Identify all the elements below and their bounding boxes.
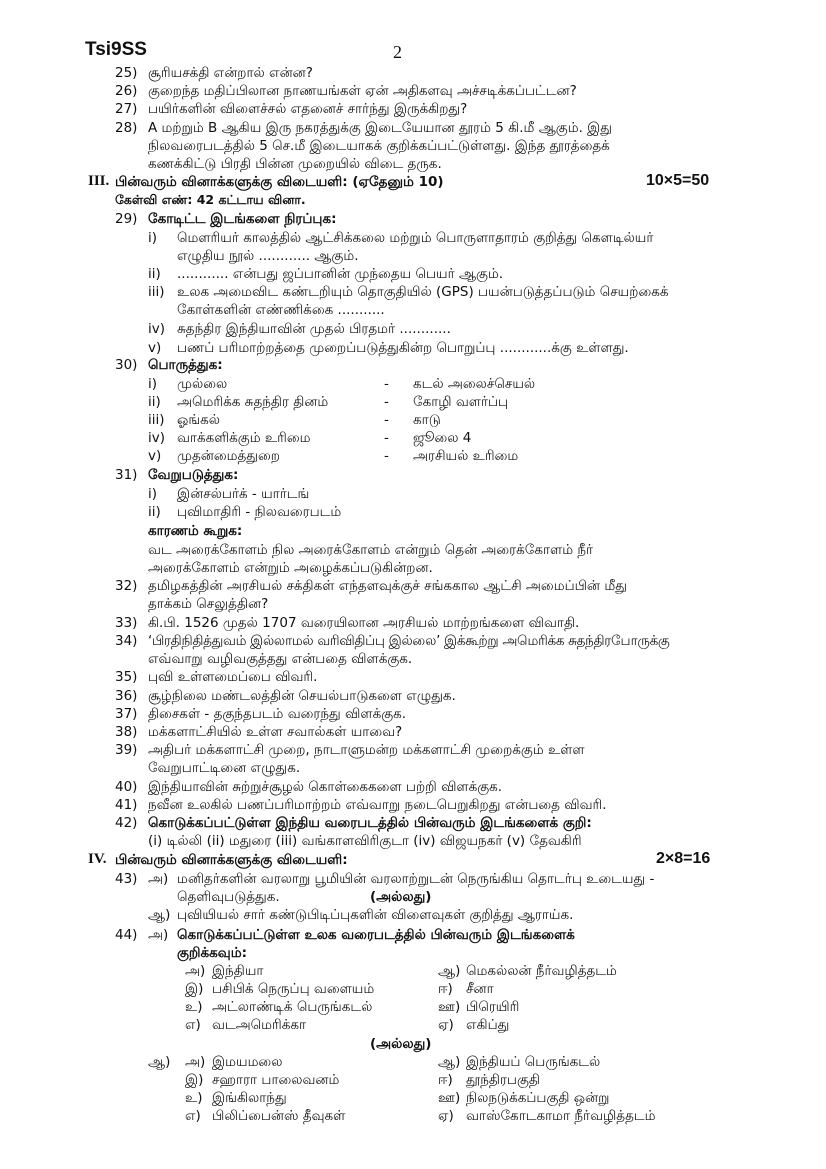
question-number: 28) [115, 120, 138, 136]
place-name: பசிபிக் நெருப்பு வளையம் [212, 981, 375, 997]
match-left: முதன்மைத்துறை [177, 448, 280, 464]
place-name: பிரெயிரி [466, 999, 520, 1015]
place-label: ஆ) [438, 963, 461, 979]
place-name: எகிப்து [466, 1017, 510, 1033]
section-marks: 2×8=16 [656, 850, 711, 867]
question-number: 34) [115, 633, 138, 649]
place-label: அ) [185, 963, 206, 979]
item-text: புவிமாதிரி - நிலவரைபடம் [177, 504, 342, 520]
match-left: ஓங்கல் [177, 412, 220, 428]
place-name: வடஅமெரிக்கா [212, 1017, 307, 1033]
item-text: மௌரியர் காலத்தில் ஆட்சிக்கலை மற்றும் பொருளாதாரம் குறித்து கௌடில்யர் [177, 230, 654, 246]
question-text: இந்தியாவின் சுற்றுச்சூழல் கொள்கைகளை பற்றி விளக்குக. [148, 779, 503, 795]
question-text: அதிபர் மக்களாட்சி முறை, நாடாளுமன்ற மக்களாட்சி முறைக்கும் உள்ள [148, 742, 585, 758]
question-text: சூழ்நிலை மண்டலத்தின் செயல்பாடுகளை எழுதுக. [148, 688, 456, 704]
question-number: 29) [115, 211, 138, 227]
place-label: ஆ) [438, 1054, 461, 1070]
question-number: 40) [115, 779, 138, 795]
question-text: எவ்வாறு வழிவகுத்தது என்பதை விளக்குக. [148, 651, 413, 667]
item-text: கோள்களின் எண்ணிக்கை ........... [177, 302, 385, 318]
option-label: அ) [148, 927, 169, 943]
match-right: கோழி வளர்ப்பு [413, 394, 509, 410]
section-number: III. [88, 173, 110, 189]
match-right: ஜூலை 4 [413, 430, 472, 446]
question-text: வேறுபாட்டினை எழுதுக. [148, 760, 301, 776]
question-text: குறைந்த மதிப்பிலான நாணயங்கள் ஏன் அதிகளவு அச்சடிக்கப்பட்டன? [148, 83, 577, 99]
place-label: ஏ) [438, 1108, 454, 1124]
place-label: இ) [185, 981, 204, 997]
item-text: பணப் பரிமாற்றத்தை முறைப்படுத்துகின்ற பொறுப்பு ............க்கு உள்ளது. [177, 340, 629, 356]
match-dash: - [384, 412, 389, 428]
question-text: தாக்கம் செலுத்தின? [148, 596, 269, 612]
place-label: ஏ) [438, 1017, 454, 1033]
question-number: 35) [115, 669, 138, 685]
question-text: A மற்றும் B ஆகிய இரு நகரத்துக்கு இடையேயான தூரம் 5 கி.மீ ஆகும். இது [148, 120, 612, 136]
match-right: கடல் அலைச்செயல் [413, 376, 536, 392]
place-label: ஈ) [438, 981, 453, 997]
question-number: 30) [115, 357, 138, 373]
item-text: இன்சல்பர்க் - யார்டங் [177, 486, 310, 502]
section-title: பின்வரும் வினாக்களுக்கு விடையளி: (ஏதேனும் 10) [115, 174, 444, 190]
item-text: ............ என்பது ஜப்பானின் முந்தைய பெயர் ஆகும். [177, 266, 504, 282]
question-number: 41) [115, 797, 138, 813]
section-number: IV. [88, 851, 107, 867]
question-text: தமிழகத்தின் அரசியல் சக்திகள் எந்தளவுக்குச் சங்ககால ஆட்சி அமைப்பின் மீது [148, 578, 627, 594]
item-number: i) [148, 230, 158, 246]
place-name: இங்கிலாந்து [212, 1090, 287, 1106]
question-title: குறிக்கவும்: [177, 945, 247, 961]
match-number: iv) [148, 430, 166, 446]
match-left: வாக்களிக்கும் உரிமை [177, 430, 311, 446]
question-number: 44) [115, 927, 138, 943]
match-left: முல்லை [177, 376, 228, 392]
place-name: பிலிப்பைன்ஸ் தீவுகள் [212, 1108, 346, 1124]
place-name: இந்தியப் பெருங்கடல் [466, 1054, 601, 1070]
match-dash: - [384, 430, 389, 446]
item-number: iii) [148, 284, 165, 300]
match-number: i) [148, 376, 158, 392]
option-label: ஆ) [148, 907, 171, 923]
section-note: கேள்வி எண்: 42 கட்டாய வினா. [115, 192, 306, 207]
match-dash: - [384, 448, 389, 464]
question-title: கோடிட்ட இடங்களை நிரப்புக: [148, 211, 337, 227]
reason-text: வட அரைக்கோளம் நில அரைக்கோளம் என்றும் தென் அரைக்கோளம் நீர் [148, 542, 594, 558]
paper-code: Tsi9SS [85, 39, 147, 60]
place-label: எ) [185, 1108, 201, 1124]
question-title: கொடுக்கப்பட்டுள்ள இந்திய வரைபடத்தில் பின்வரும் இடங்களைக் குறி: [148, 815, 592, 831]
reason-text: அரைக்கோளம் என்றும் அழைக்கப்படுகின்றன. [148, 560, 433, 576]
match-dash: - [384, 376, 389, 392]
item-text: எழுதிய நூல் ............ ஆகும். [177, 248, 359, 264]
place-label: எ) [185, 1017, 201, 1033]
match-right: அரசியல் உரிமை [413, 448, 519, 464]
question-text: தெளிவுபடுத்துக. [177, 889, 280, 905]
item-text: சுதந்திர இந்தியாவின் முதல் பிரதமர் ............ [177, 321, 451, 337]
place-label: அ) [185, 1054, 206, 1070]
place-label: ஊ) [438, 1090, 461, 1106]
question-number: 42) [115, 815, 138, 831]
or-label: (அல்லது) [370, 1036, 432, 1052]
section-title: பின்வரும் வினாக்களுக்கு விடையளி: [115, 852, 348, 868]
match-dash: - [384, 394, 389, 410]
place-name: அட்லாண்டிக் பெருங்கடல் [212, 999, 373, 1015]
place-label: உ) [185, 1090, 203, 1106]
item-number: iv) [148, 321, 166, 337]
item-text: உலக அமைவிட கண்டறியும் தொகுதியில் (GPS) பயன்படுத்தப்படும் செயற்கைக் [177, 284, 669, 300]
question-number: 43) [115, 871, 138, 887]
question-text: மனிதர்களின் வரலாறு பூமியின் வரலாற்றுடன் நெருங்கிய தொடர்பு உடையது - [177, 871, 655, 887]
place-label: ஊ) [438, 999, 461, 1015]
section-marks: 10×5=50 [646, 172, 710, 189]
place-label: ஈ) [438, 1072, 453, 1088]
question-number: 39) [115, 742, 138, 758]
place-name: இந்தியா [212, 963, 264, 979]
place-label: இ) [185, 1072, 204, 1088]
question-number: 31) [115, 467, 138, 483]
question-text: திசைகள் - தகுந்தபடம் வரைந்து விளக்குக. [148, 706, 407, 722]
question-text: புவி உள்ளமைப்பை விவரி. [148, 669, 318, 685]
question-text: கணக்கிட்டு பிரதி பின்ன முறையில் விடை தருக. [148, 156, 442, 172]
item-number: i) [148, 486, 158, 502]
question-text: நவீன உலகில் பணப்பரிமாற்றம் எவ்வாறு நடைபெறுகிறது என்பதை விவரி. [148, 797, 607, 813]
place-name: வாஸ்கோடகாமா நீர்வழித்தடம் [466, 1108, 656, 1124]
option-label: ஆ) [148, 1054, 171, 1070]
item-number: v) [148, 340, 162, 356]
question-text: நிலவரைபடத்தில் 5 செ.மீ இடையாகக் குறிக்கப்பட்டுள்ளது. இந்த தூரத்தைக் [148, 138, 610, 154]
question-number: 32) [115, 578, 138, 594]
question-number: 26) [115, 83, 138, 99]
match-left: அமெரிக்க சுதந்திர தினம் [177, 394, 329, 410]
question-number: 33) [115, 615, 138, 631]
question-text: கி.பி. 1526 முதல் 1707 வரையிலான அரசியல் மாற்றங்களை விவாதி. [148, 615, 580, 631]
place-name: இமயமலை [212, 1054, 283, 1070]
place-label: உ) [185, 999, 203, 1015]
question-number: 38) [115, 724, 138, 740]
place-name: சீனா [466, 981, 494, 997]
question-title: பொருத்துக: [148, 357, 223, 373]
place-name: மெகல்லன் நீர்வழித்தடம் [466, 963, 617, 979]
question-title: கொடுக்கப்பட்டுள்ள உலக வரைபடத்தில் பின்வரும் இடங்களைக் [177, 927, 575, 943]
map-places: (i) டில்லி (ii) மதுரை (iii) வங்காளவிரிகுடா (iv) விஜயநகர் (v) தேவகிரி [148, 833, 582, 849]
place-name: சஹாரா பாலைவனம் [212, 1072, 340, 1088]
question-number: 37) [115, 706, 138, 722]
reason-title: காரணம் கூறுக: [148, 523, 243, 539]
item-number: ii) [148, 504, 161, 520]
place-name: தூந்திரபகுதி [466, 1072, 540, 1088]
question-text: ‘பிரதிநிதித்துவம் இல்லாமல் வரிவிதிப்பு இல்லை’ இக்கூற்று அமெரிக்க சுதந்திரபோருக்கு [148, 633, 670, 649]
option-label: அ) [148, 871, 169, 887]
item-number: ii) [148, 266, 161, 282]
match-number: v) [148, 448, 162, 464]
match-right: காடு [413, 412, 441, 428]
match-number: iii) [148, 412, 165, 428]
match-number: ii) [148, 394, 161, 410]
page-number: 2 [393, 42, 402, 62]
question-text: சூரியசக்தி என்றால் என்ன? [148, 65, 313, 81]
question-number: 36) [115, 688, 138, 704]
question-text: பயிர்களின் விளைச்சல் எதனைச் சார்ந்து இருக்கிறது? [148, 101, 468, 117]
or-label: (அல்லது) [370, 889, 432, 905]
question-number: 27) [115, 101, 138, 117]
question-number: 25) [115, 65, 138, 81]
question-text: மக்களாட்சியில் உள்ள சவால்கள் யாவை? [148, 724, 403, 740]
place-name: நிலநடுக்கப்பகுதி ஒன்று [466, 1090, 610, 1106]
question-title: வேறுபடுத்துக: [148, 467, 239, 483]
question-text: புவியியல் சார் கண்டுபிடிப்புகளின் விளைவுகள் குறித்து ஆராய்க. [177, 907, 574, 923]
